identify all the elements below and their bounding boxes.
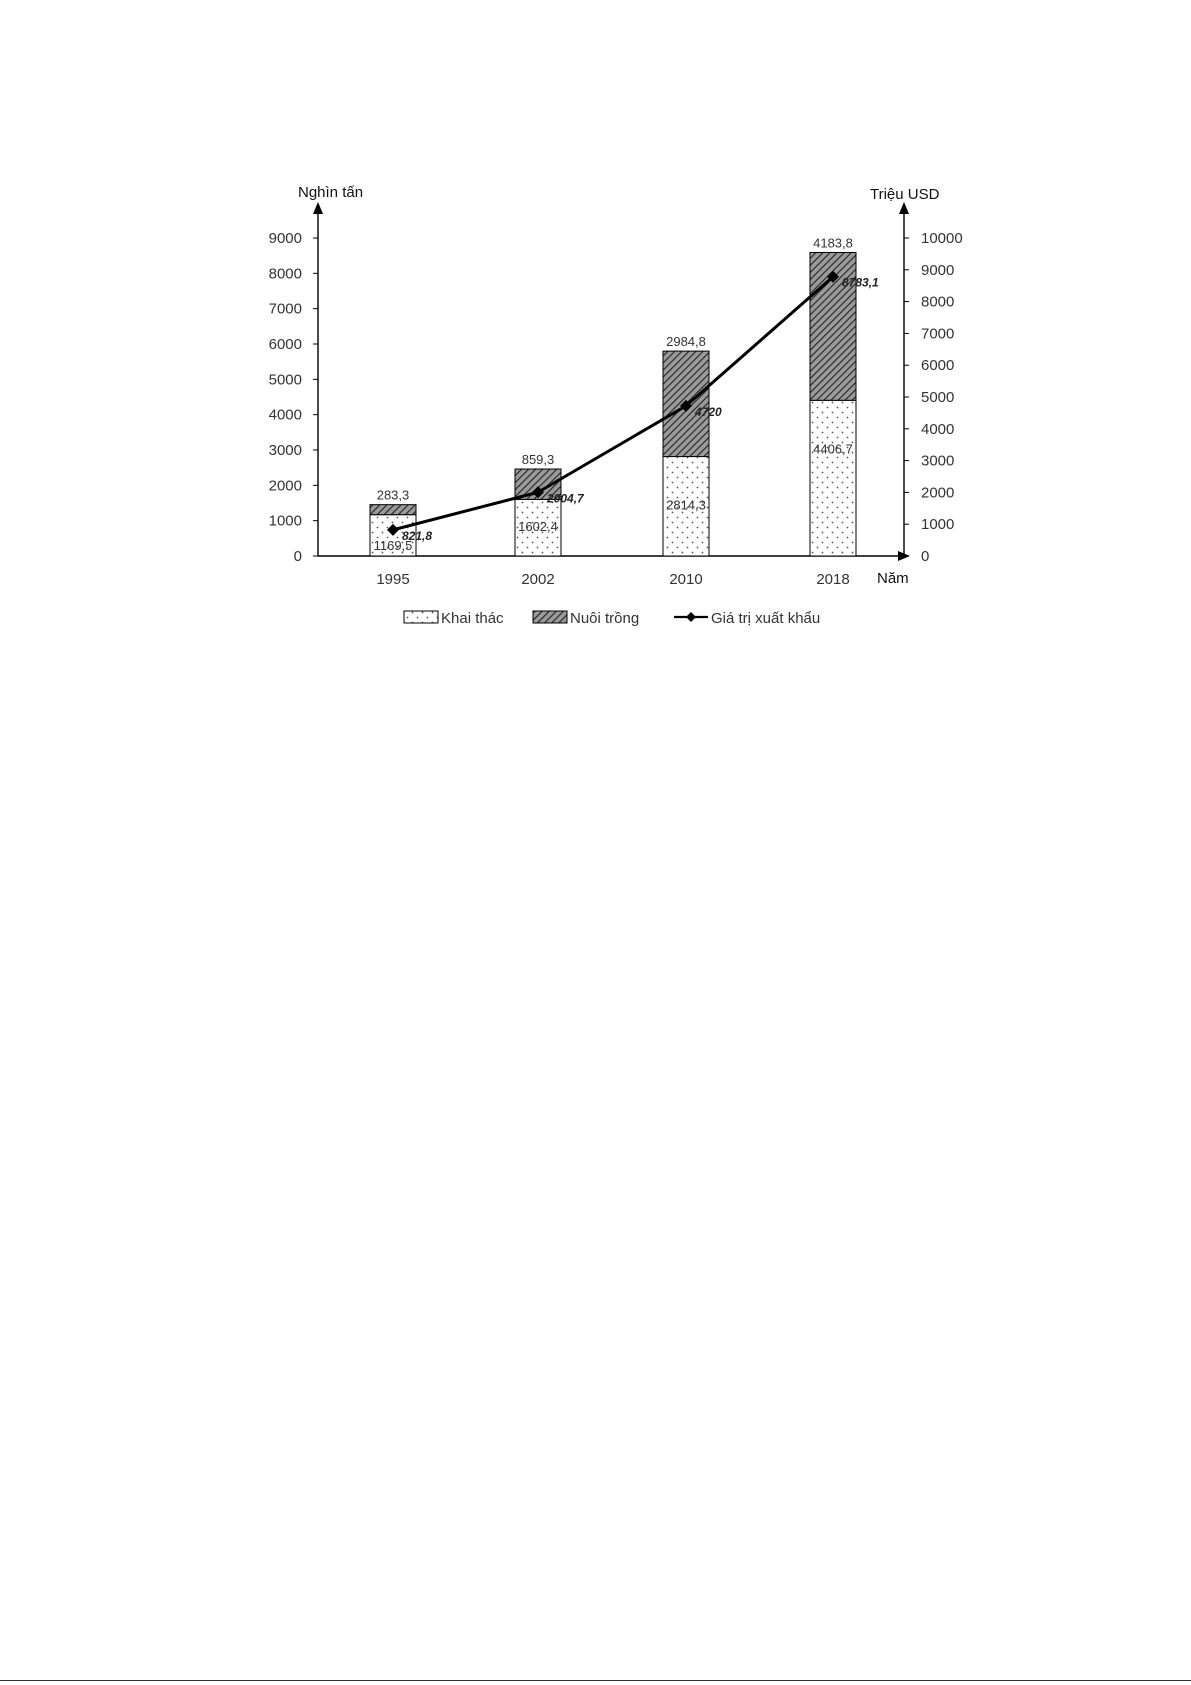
category-labels xyxy=(376,571,849,588)
combo-chart xyxy=(0,0,1191,660)
label-khai-thac-2018: 4406,7 xyxy=(813,441,853,457)
legend-label-gia-tri-xuat-khau: Giá trị xuất khẩu xyxy=(711,610,821,627)
right-tick-label-3: 3000 xyxy=(921,452,955,470)
left-y-axis-arrow xyxy=(313,202,323,214)
left-tick-label-5: 5000 xyxy=(268,371,302,389)
left-tick-label-8: 8000 xyxy=(268,265,302,283)
legend-swatch-khai-thac xyxy=(404,611,438,623)
left-axis-title: Nghìn tấn xyxy=(298,184,364,201)
right-tick-label-10: 10000 xyxy=(921,230,963,247)
left-tick-label-2: 2000 xyxy=(268,477,302,495)
right-y-axis-arrow xyxy=(899,202,909,214)
left-tick-label-9: 9000 xyxy=(268,230,302,247)
left-tick-label-7: 7000 xyxy=(268,300,302,318)
right-tick-label-6: 6000 xyxy=(921,357,955,375)
right-tick-label-7: 7000 xyxy=(921,325,955,343)
right-axis-title: Triệu USD xyxy=(870,186,940,203)
legend-label-nuoi-trong: Nuôi trồng xyxy=(570,610,640,627)
page-bottom-rule xyxy=(0,1680,1191,1681)
label-nuoi-trong-2010: 2984,8 xyxy=(666,334,706,350)
category-label-2018: 2018 xyxy=(816,571,850,588)
legend-label-khai-thac: Khai thác xyxy=(441,610,504,627)
x-axis-title: Năm xyxy=(877,570,909,587)
label-khai-thac-1995: 1169,5 xyxy=(373,538,413,553)
category-label-2002: 2002 xyxy=(521,571,555,588)
bar-khai-thac-2018 xyxy=(810,400,856,556)
export-value-label-2010: 4720 xyxy=(695,404,722,419)
right-axis-ticks xyxy=(904,230,963,565)
export-value-label-2002: 2004,7 xyxy=(547,491,584,506)
right-tick-label-2: 2000 xyxy=(921,484,955,502)
label-nuoi-trong-2002: 859,3 xyxy=(521,452,555,468)
label-nuoi-trong-1995: 283,3 xyxy=(376,487,410,503)
legend-diamond-marker xyxy=(686,612,696,622)
category-label-2010: 2010 xyxy=(669,571,703,588)
label-nuoi-trong-2018: 4183,8 xyxy=(813,235,853,251)
right-tick-label-4: 4000 xyxy=(921,420,955,438)
category-label-1995: 1995 xyxy=(376,571,410,588)
export-value-line xyxy=(387,271,879,543)
export-value-label-1995: 821,8 xyxy=(402,528,433,543)
label-khai-thac-2010: 2814,3 xyxy=(666,497,706,513)
export-value-polyline xyxy=(393,277,833,530)
bar-series xyxy=(370,235,856,556)
right-tick-label-1: 1000 xyxy=(921,516,955,534)
right-tick-label-0: 0 xyxy=(921,548,930,565)
right-tick-label-9: 9000 xyxy=(921,261,955,279)
export-value-label-2018: 8783,1 xyxy=(842,275,879,290)
left-tick-label-6: 6000 xyxy=(268,336,302,353)
legend xyxy=(404,610,820,627)
bar-nuoi-trong-1995 xyxy=(370,505,416,515)
right-tick-label-8: 8000 xyxy=(921,293,955,311)
left-axis-ticks xyxy=(269,230,318,565)
left-tick-label-1: 1000 xyxy=(268,512,302,530)
legend-swatch-nuoi-trong xyxy=(533,611,567,623)
right-tick-label-5: 5000 xyxy=(921,389,955,406)
label-khai-thac-2002: 1602,4 xyxy=(518,519,558,534)
left-tick-label-4: 4000 xyxy=(268,406,302,424)
left-tick-label-0: 0 xyxy=(293,548,302,565)
left-tick-label-3: 3000 xyxy=(268,442,302,459)
